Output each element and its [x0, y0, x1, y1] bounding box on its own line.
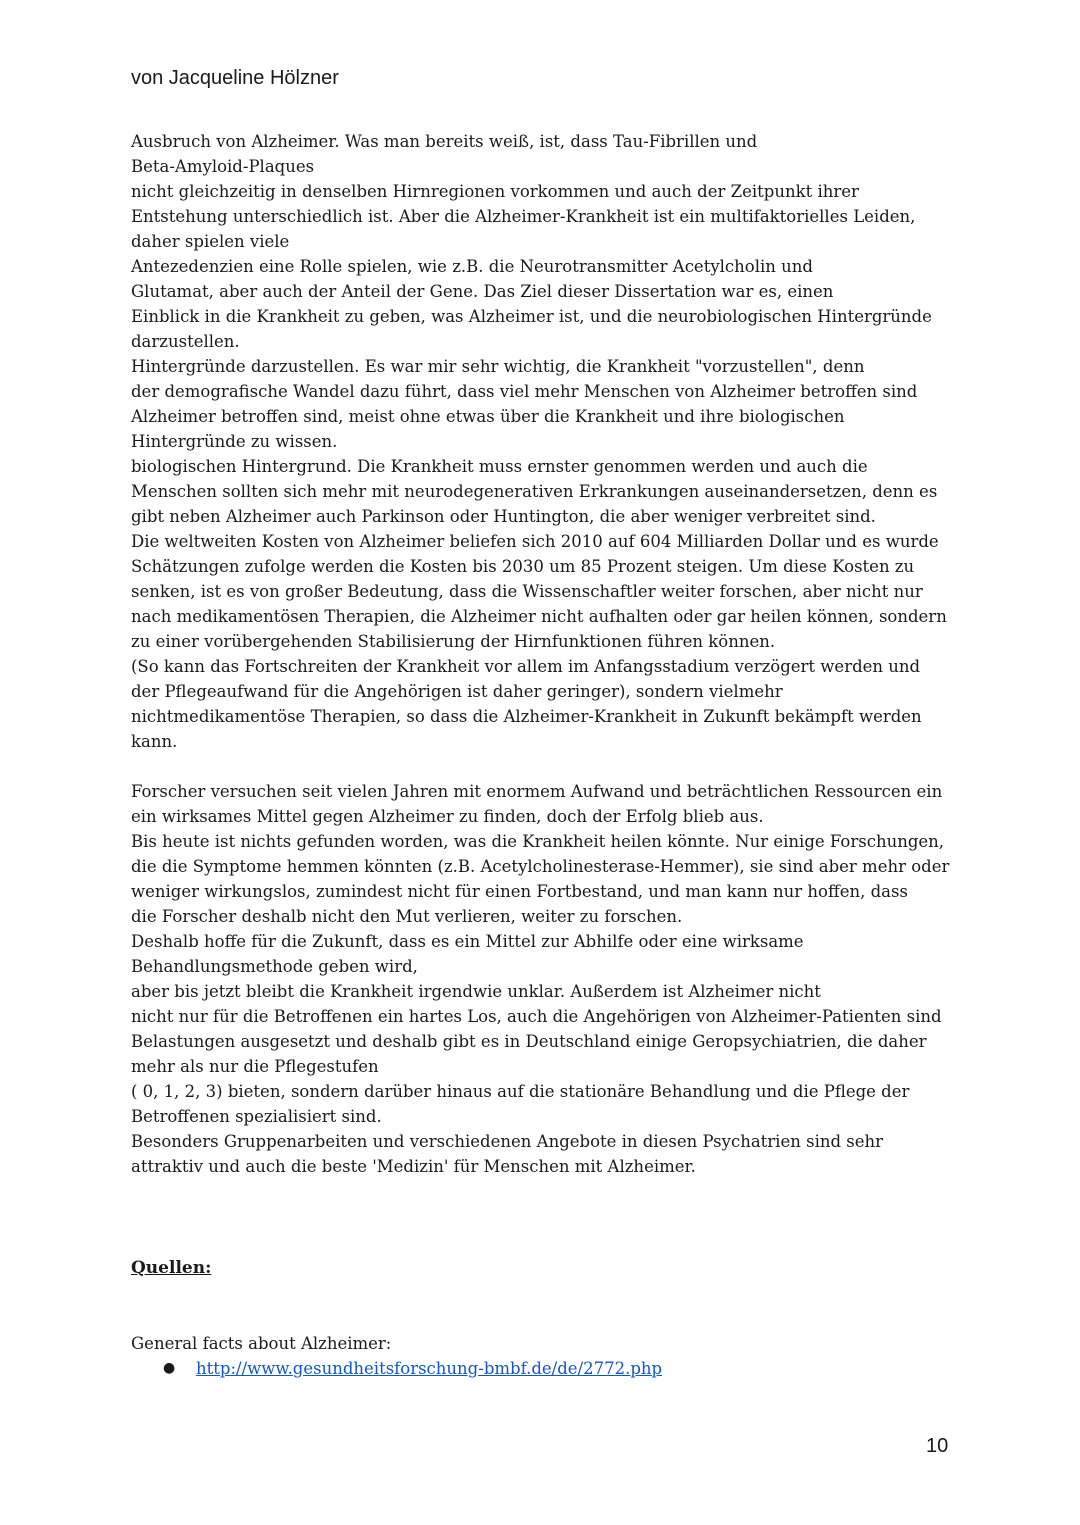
page-number: 10 [926, 1435, 949, 1457]
text-line: Beta-Amyloid-Plaques [131, 157, 315, 176]
text-line: aber bis jetzt bleibt die Krankheit irgendwie unklar. Außerdem ist Alzheimer nicht [131, 982, 821, 1001]
sources-list [131, 1356, 662, 1381]
body-text [131, 129, 971, 1179]
text-line: Hintergründe zu wissen. [131, 432, 338, 451]
text-line: kann. [131, 732, 178, 751]
text-line: attraktiv und auch die beste 'Medizin' für Menschen mit Alzheimer. [131, 1157, 696, 1176]
text-line: der Pflegeaufwand für die Angehörigen ist daher geringer), sondern vielmehr [131, 682, 783, 701]
text-line: Entstehung unterschiedlich ist. Aber die Alzheimer-Krankheit ist ein multifaktorielles Leiden, [131, 207, 916, 226]
text-line: Schätzungen zufolge werden die Kosten bis 2030 um 85 Prozent steigen. Um diese Kosten zu [131, 557, 915, 576]
text-line: zu einer vorübergehenden Stabilisierung der Hirnfunktionen führen können. [131, 632, 776, 651]
text-line: senken, ist es von großer Bedeutung, dass die Wissenschaftler weiter forschen, aber nicht nur [131, 582, 923, 601]
sources-heading: Quellen: [131, 1258, 212, 1278]
text-line: nichtmedikamentöse Therapien, so dass die Alzheimer-Krankheit in Zukunft bekämpft werden [131, 707, 922, 726]
text-line: Bis heute ist nichts gefunden worden, was die Krankheit heilen könnte. Nur einige Forschungen, [131, 832, 945, 851]
text-line: biologischen Hintergrund. Die Krankheit muss ernster genommen werden und auch die [131, 457, 868, 476]
text-line: darzustellen. [131, 332, 240, 351]
text-line: Betroffenen spezialisiert sind. [131, 1107, 382, 1126]
text-line: Antezedenzien eine Rolle spielen, wie z.B. die Neurotransmitter Acetylcholin und [131, 257, 813, 276]
text-line: Deshalb hoffe für die Zukunft, dass es ein Mittel zur Abhilfe oder eine wirksame [131, 932, 804, 951]
source-link[interactable]: http://www.gesundheitsforschung-bmbf.de/de/2772.php [196, 1359, 663, 1378]
bullet-icon: ● [163, 1360, 176, 1376]
text-line: Menschen sollten sich mehr mit neurodegenerativen Erkrankungen auseinandersetzen, denn es [131, 482, 938, 501]
document-header-author: von Jacqueline Hölzner [131, 67, 339, 89]
source-list-item [131, 1356, 662, 1381]
text-line: ein wirksames Mittel gegen Alzheimer zu finden, doch der Erfolg blieb aus. [131, 807, 764, 826]
sources-intro: General facts about Alzheimer: [131, 1334, 392, 1353]
text-line: der demografische Wandel dazu führt, dass viel mehr Menschen von Alzheimer betroffen sind [131, 382, 918, 401]
text-line: Behandlungsmethode geben wird, [131, 957, 418, 976]
text-line: mehr als nur die Pflegestufen [131, 1057, 379, 1076]
text-line: nach medikamentösen Therapien, die Alzheimer nicht aufhalten oder gar heilen können, sondern [131, 607, 947, 626]
text-line: gibt neben Alzheimer auch Parkinson oder Huntington, die aber weniger verbreitet sind. [131, 507, 876, 526]
text-line: Glutamat, aber auch der Anteil der Gene. Das Ziel dieser Dissertation war es, einen [131, 282, 834, 301]
text-line: weniger wirkungslos, zumindest nicht für einen Fortbestand, und man kann nur hoffen, dass [131, 882, 908, 901]
text-line: Forscher versuchen seit vielen Jahren mit enormem Aufwand und beträchtlichen Ressourcen ein [131, 782, 943, 801]
text-line: (So kann das Fortschreiten der Krankheit vor allem im Anfangsstadium verzögert werden und [131, 657, 921, 676]
paragraph-gap [131, 754, 971, 779]
text-line: nicht gleichzeitig in denselben Hirnregionen vorkommen und auch der Zeitpunkt ihrer [131, 182, 859, 201]
text-line: Einblick in die Krankheit zu geben, was Alzheimer ist, und die neurobiologischen Hintergründe [131, 307, 932, 326]
text-line: nicht nur für die Betroffenen ein hartes Los, auch die Angehörigen von Alzheimer-Patienten sind [131, 1007, 942, 1026]
text-line: Besonders Gruppenarbeiten und verschiedenen Angebote in diesen Psychatrien sind sehr [131, 1132, 884, 1151]
text-line: ( 0, 1, 2, 3) bieten, sondern darüber hinaus auf die stationäre Behandlung und die Pflege der [131, 1082, 910, 1101]
text-line: Ausbruch von Alzheimer. Was man bereits weiß, ist, dass Tau-Fibrillen und [131, 132, 758, 151]
text-line: daher spielen viele [131, 232, 290, 251]
text-line: die Forscher deshalb nicht den Mut verlieren, weiter zu forschen. [131, 907, 683, 926]
text-line: Belastungen ausgesetzt und deshalb gibt es in Deutschland einige Geropsychiatrien, die daher [131, 1032, 927, 1051]
text-line: Hintergründe darzustellen. Es war mir sehr wichtig, die Krankheit "vorzustellen", denn [131, 357, 865, 376]
text-line: die die Symptome hemmen könnten (z.B. Acetylcholinesterase-Hemmer), sie sind aber mehr oder [131, 857, 950, 876]
text-line: Alzheimer betroffen sind, meist ohne etwas über die Krankheit und ihre biologischen [131, 407, 845, 426]
text-line: Die weltweiten Kosten von Alzheimer beliefen sich 2010 auf 604 Milliarden Dollar und es wurde [131, 532, 939, 551]
